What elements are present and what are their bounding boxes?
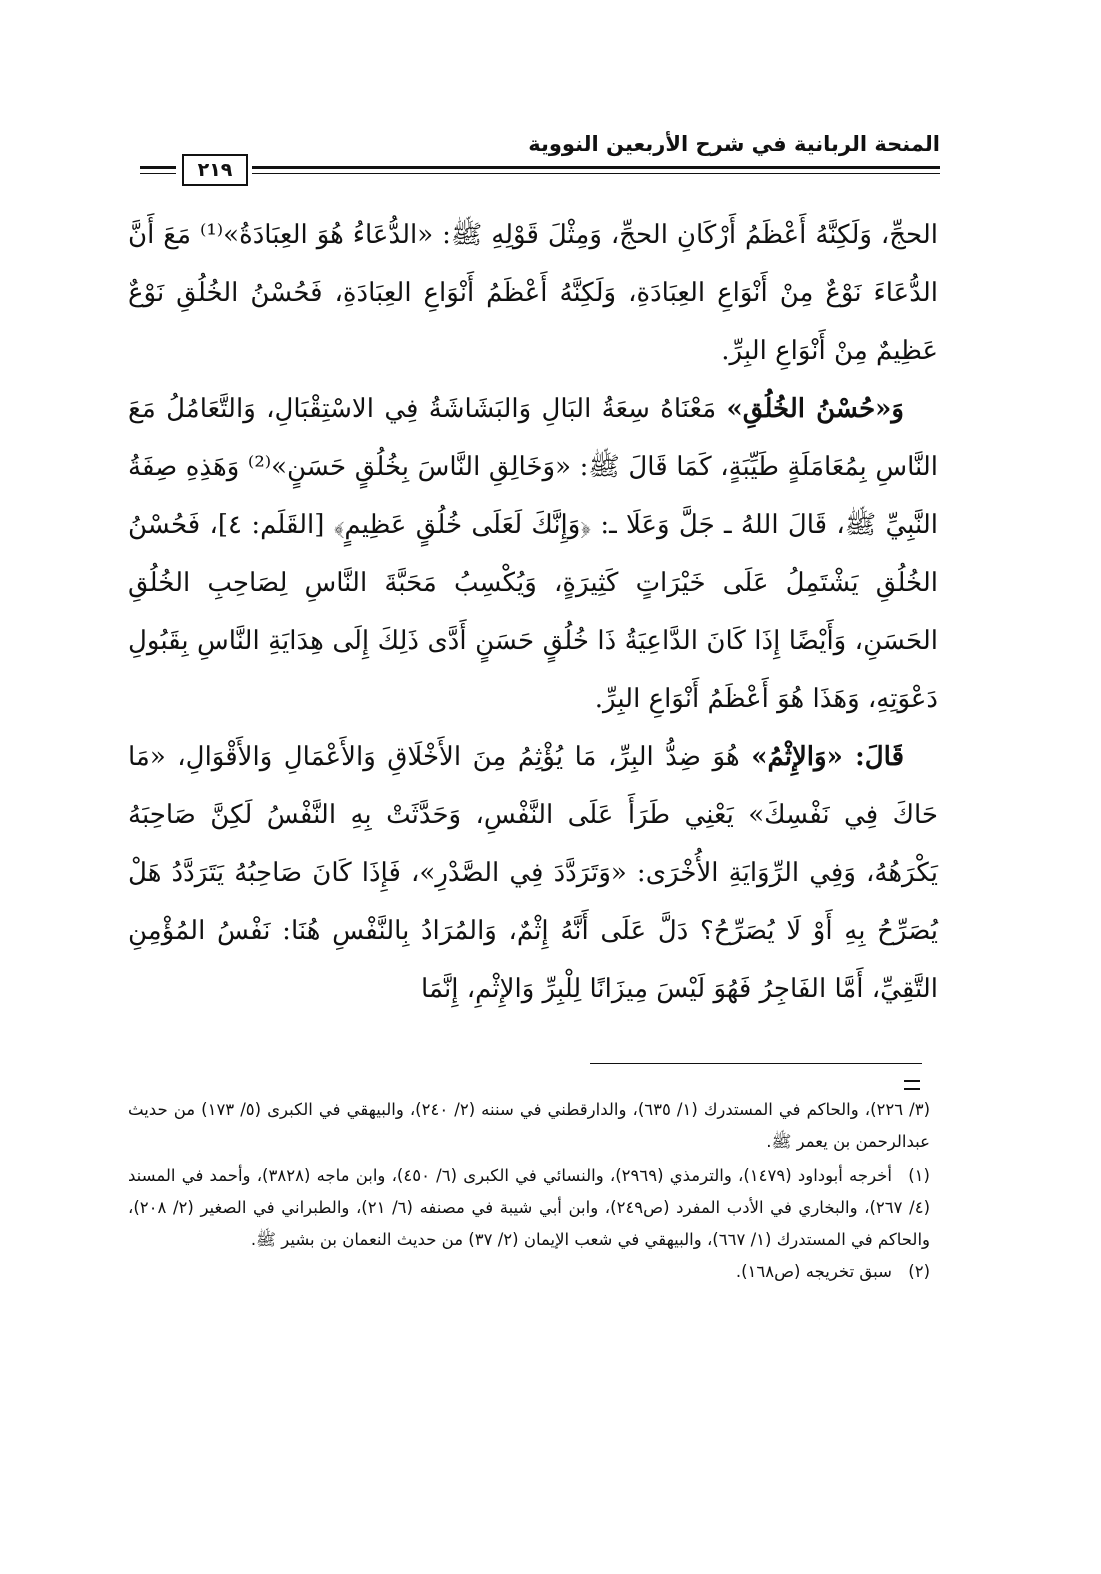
header-rule-thin	[252, 173, 940, 174]
footnote-continuation: (٣/ ٢٢٦)، والحاكم في المستدرك (١/ ٦٣٥)، والدارقطني في سننه (٢/ ٢٤٠)، والبيهقي في الكبرى (٥/ ١٧٣) من حديث عبدالرحمن بن يعمر ﷺ.	[128, 1100, 931, 1151]
header-rule-left-thin	[140, 173, 176, 174]
footnote-2-number: (٢)	[908, 1262, 930, 1281]
footnote-1	[128, 1160, 930, 1256]
footnote-continuation-mark	[904, 1080, 920, 1090]
page-header	[140, 132, 940, 180]
main-text	[128, 206, 938, 1018]
header-rule	[252, 166, 940, 169]
paragraph-3-text: هُوَ ضِدُّ البِرِّ، مَا يُؤْثِمُ مِنَ الأَخْلَاقِ وَالأَعْمَالِ وَالأَقْوَالِ، «مَا حَاكَ فِي نَفْسِكَ» يَعْنِي طَرَأَ عَلَى النَّفْسِ، وَحَدَّثَتْ بِهِ النَّفْسُ لَكِنَّ صَاحِبَهُ يَكْرَهُهُ، وَفِي الرِّوَايَةِ الأُخْرَى: «وَتَرَدَّدَ فِي الصَّدْرِ»، فَإِذَا كَانَ صَاحِبُهُ يَتَرَدَّدُ هَلْ يُصَرِّحُ بِهِ أَوْ لَا يُصَرِّحُ؟ دَلَّ عَلَى أَنَّهُ إِثْمٌ، وَالمُرَادُ بِالنَّفْسِ هُنَا: نَفْسُ المُؤْمِنِ التَّقِيِّ، أَمَّا الفَاجِرُ فَهُوَ لَيْسَ مِيزَانًا لِلْبِرِّ وَالإِثْمِ، إِنَّمَا	[128, 742, 938, 1004]
paragraph-2-text: مَعْنَاهُ سِعَةُ البَالِ وَالبَشَاشَةُ فِي الاسْتِقْبَالِ، وَالتَّعَامُلُ مَعَ النَّاسِ بِمُعَامَلَةٍ طَيِّبَةٍ، كَمَا قَالَ ﷺ: «وَخَالِقِ النَّاسَ بِخُلُقٍ حَسَنٍ»⁽²⁾ وَهَذِهِ صِفَةُ النَّبِيِّ ﷺ، قَالَ اللهُ ـ جَلَّ وَعَلَا ـ: ﴿وَإِنَّكَ لَعَلَى خُلُقٍ عَظِيمٍ﴾ [القَلَم: ٤]، فَحُسْنُ الخُلُقِ يَشْتَمِلُ عَلَى خَيْرَاتٍ كَثِيرَةٍ، وَيُكْسِبُ مَحَبَّةَ النَّاسِ لِصَاحِبِ الخُلُقِ الحَسَنِ، وَأَيْضًا إِذَا كَانَ الدَّاعِيَةُ ذَا خُلُقٍ حَسَنٍ أَدَّى ذَلِكَ إِلَى هِدَايَةِ النَّاسِ بِقَبُولِ دَعْوَتِهِ، وَهَذَا هُوَ أَعْظَمُ أَنْوَاعِ البِرِّ.	[128, 394, 939, 714]
paragraph-2-quote: وَ«حُسْنُ الخُلُقِ»	[726, 394, 904, 424]
paragraph-3-quote: قَالَ: «وَالإِثْمُ»	[751, 742, 904, 772]
page-number: ٢١٩	[182, 154, 248, 186]
footnote-separator	[590, 1063, 922, 1064]
footnote-1-number: (١)	[908, 1166, 930, 1185]
footnote-2	[128, 1256, 930, 1288]
footnotes	[128, 1094, 930, 1288]
header-rule-left	[140, 166, 176, 169]
book-title: المنحة الربانية في شرح الأربعين النووية	[528, 132, 940, 156]
paragraph-3	[128, 728, 938, 1018]
footnote-1-text: أخرجه أبوداود (١٤٧٩)، والترمذي (٢٩٦٩)، والنسائي في الكبرى (٦/ ٤٥٠)، وابن ماجه (٣٨٢٨)، وأحمد في المسند (٤/ ٢٦٧)، والبخاري في الأدب المفرد (ص٢٤٩)، وابن أبي شيبة في مصنفه (٦/ ٢١)، والطبراني في الصغير (٢/ ٢٠٨)، والحاكم في المستدرك (١/ ٦٦٧)، والبيهقي في شعب الإيمان (٢/ ٣٧) من حديث النعمان بن بشير ﷺ.	[128, 1166, 930, 1249]
paragraph-1: الحجِّ، وَلَكِنَّهُ أَعْظَمُ أَرْكَانِ الحجِّ، وَمِثْلَ قَوْلِهِ ﷺ: «الدُّعَاءُ هُوَ العِبَادَةُ»⁽¹⁾ مَعَ أَنَّ الدُّعَاءَ نَوْعٌ مِنْ أَنْوَاعِ العِبَادَةِ، وَلَكِنَّهُ أَعْظَمُ أَنْوَاعِ العِبَادَةِ، فَحُسْنُ الخُلُقِ نَوْعٌ عَظِيمٌ مِنْ أَنْوَاعِ البِرِّ.	[128, 220, 938, 366]
footnote-2-text: سبق تخريجه (ص١٦٨).	[735, 1262, 892, 1281]
paragraph-2	[128, 380, 938, 728]
